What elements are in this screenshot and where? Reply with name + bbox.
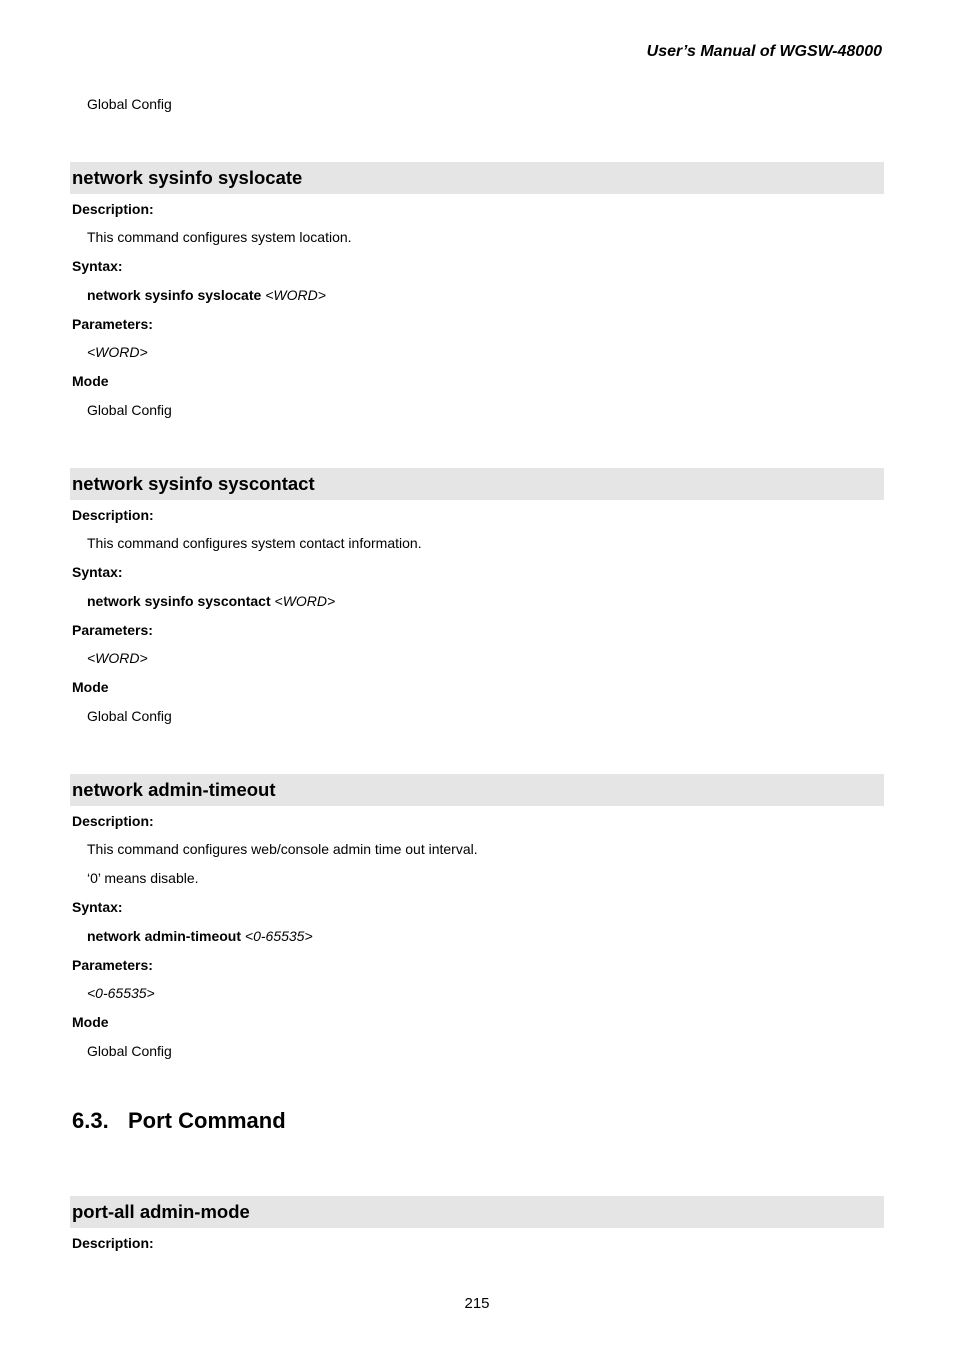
syntax-label: Syntax: bbox=[72, 899, 123, 915]
mode-value: Global Config bbox=[87, 708, 172, 724]
syntax-line bbox=[87, 928, 313, 944]
description-text: This command configures system contact information. bbox=[87, 535, 422, 551]
parameters-label: Parameters: bbox=[72, 316, 153, 332]
syntax-command: network sysinfo syscontact bbox=[87, 593, 271, 609]
mode-label: Mode bbox=[72, 1014, 109, 1030]
chapter-heading bbox=[72, 1108, 286, 1134]
syntax-command: network admin-timeout bbox=[87, 928, 242, 944]
section-header-port-all-admin-mode bbox=[70, 1196, 884, 1228]
syntax-param: <0-65535> bbox=[244, 928, 313, 944]
syntax-param: <WORD> bbox=[265, 287, 326, 303]
section-header-syslocate bbox=[70, 162, 884, 194]
parameter-value bbox=[87, 985, 155, 1001]
description-label: Description: bbox=[72, 507, 154, 523]
syntax-label: Syntax: bbox=[72, 258, 123, 274]
mode-value: Global Config bbox=[87, 1043, 172, 1059]
section-title: network sysinfo syslocate bbox=[72, 167, 303, 188]
parameter-text: <0-65535> bbox=[87, 985, 155, 1001]
section-header-admin-timeout bbox=[70, 774, 884, 806]
description-text: This command configures web/console admin time out interval. bbox=[87, 841, 478, 857]
parameters-label: Parameters: bbox=[72, 622, 153, 638]
syntax-param: <WORD> bbox=[274, 593, 336, 609]
chapter-number: 6.3. bbox=[72, 1108, 109, 1133]
mode-value: Global Config bbox=[87, 402, 172, 418]
syntax-line bbox=[87, 287, 326, 303]
running-header: User’s Manual of WGSW-48000 bbox=[646, 43, 882, 60]
chapter-title: Port Command bbox=[128, 1108, 286, 1133]
section-title: port-all admin-mode bbox=[72, 1201, 250, 1222]
section-title: network admin-timeout bbox=[72, 779, 276, 800]
mode-label: Mode bbox=[72, 679, 109, 695]
section-header-syscontact bbox=[70, 468, 884, 500]
mode-label: Mode bbox=[72, 373, 109, 389]
description-text: This command configures system location. bbox=[87, 229, 352, 245]
syntax-command: network sysinfo syslocate bbox=[87, 287, 262, 303]
parameter-value bbox=[87, 344, 148, 360]
parameter-text: <WORD> bbox=[87, 650, 148, 666]
page-number: 215 bbox=[464, 1295, 490, 1312]
parameter-text: <WORD> bbox=[87, 344, 148, 360]
intro-mode-value: Global Config bbox=[87, 96, 172, 112]
parameters-label: Parameters: bbox=[72, 957, 153, 973]
syntax-line bbox=[87, 593, 335, 609]
syntax-label: Syntax: bbox=[72, 564, 123, 580]
description-label: Description: bbox=[72, 813, 154, 829]
description-text: ‘0’ means disable. bbox=[87, 870, 199, 886]
description-label: Description: bbox=[72, 201, 154, 217]
section-title: network sysinfo syscontact bbox=[72, 473, 315, 494]
description-label: Description: bbox=[72, 1235, 154, 1251]
parameter-value bbox=[87, 650, 148, 666]
